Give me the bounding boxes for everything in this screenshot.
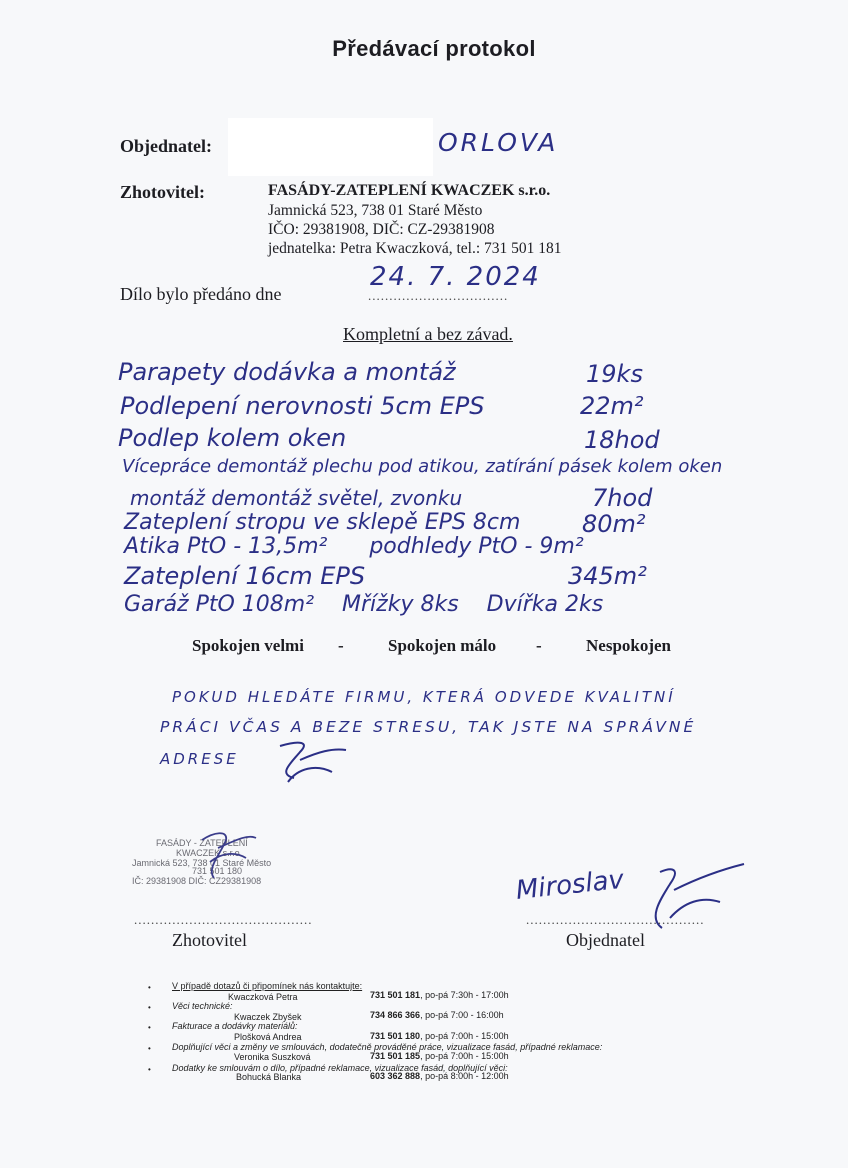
contact-hours: , po-pá 8:00h - 12:00h xyxy=(420,1071,509,1081)
contact-phone: 734 866 366 xyxy=(370,1010,421,1020)
work-item-desc: Zateplení stropu ve sklepě EPS 8cm xyxy=(124,510,521,535)
work-item-desc: Zateplení 16cm EPS xyxy=(124,562,366,590)
work-item-desc: Podlep kolem oken xyxy=(118,424,347,452)
contractor-signature-dots: .......................................... xyxy=(134,912,313,927)
contractor-ids: IČO: 29381908, DIČ: CZ-29381908 xyxy=(268,221,495,238)
contact-phone-line xyxy=(370,990,509,1000)
contact-person: Kwaczek Zbyšek xyxy=(234,1012,302,1022)
contact-topic: Věci technické: xyxy=(172,1001,233,1011)
contact-phone: 731 501 180 xyxy=(370,1031,421,1041)
contact-person: Veronika Suszková xyxy=(234,1052,311,1062)
contact-phone: 603 362 888 xyxy=(370,1071,421,1081)
contact-topic: Dodatky ke smlouvám o dílo, případné reklamace, vizualizace fasád, doplňující věci: xyxy=(172,1063,508,1073)
contractor-address: Jamnická 523, 738 01 Staré Město xyxy=(268,202,483,219)
contact-topic: Fakturace a dodávky materiálů: xyxy=(172,1021,298,1031)
contact-hours: , po-pá 7:00h - 15:00h xyxy=(420,1031,509,1041)
work-item-qty: 18hod xyxy=(584,426,660,454)
redaction-box xyxy=(228,118,433,176)
work-item-desc: Parapety dodávka a montáž xyxy=(118,358,456,386)
handover-label: Dílo bylo předáno dne xyxy=(120,284,282,304)
contractor-signature-label: Zhotovitel xyxy=(172,930,247,950)
contact-phone-line xyxy=(370,1071,509,1081)
contact-person: Bohucká Blanka xyxy=(236,1072,302,1082)
note-line: POKUD HLEDÁTE FIRMU, KTERÁ ODVEDE KVALITNÍ xyxy=(172,688,676,706)
work-item-qty: 345m² xyxy=(568,562,647,590)
contractor-label: Zhotovitel: xyxy=(120,182,205,202)
contractor-signature xyxy=(196,812,266,888)
contacts-heading: V případě dotazů či připomínek nás kontaktujte: xyxy=(172,981,363,991)
client-signature-label: Objednatel xyxy=(566,930,645,950)
bullet: • xyxy=(148,1003,151,1012)
stamp-line: Jamnická 523, 738 01 Staré Město xyxy=(132,858,272,868)
work-item-desc: Vícepráce demontáž plechu pod atikou, zatírání pásek kolem oken xyxy=(122,456,723,477)
work-item-qty: 7hod xyxy=(592,484,653,512)
rating-very-satisfied: Spokojen velmi xyxy=(192,636,304,655)
stamp-line: KWACZEK s.r.o. xyxy=(176,848,243,858)
bullet: • xyxy=(148,1044,151,1053)
client-signature-scribble xyxy=(640,858,750,948)
bullet: • xyxy=(148,1023,151,1032)
bullet: • xyxy=(148,983,151,992)
contractor-manager: jednatelka: Petra Kwaczková, tel.: 731 501 181 xyxy=(268,240,562,257)
work-item-qty: 19ks xyxy=(586,360,643,388)
client-signature: Miroslav xyxy=(514,864,626,906)
contact-hours: , po-pá 7:00h - 15:00h xyxy=(420,1051,509,1061)
rating-little-satisfied: Spokojen málo xyxy=(388,636,497,655)
note-signature-scribble xyxy=(270,738,360,788)
stamp-line: 731 501 180 xyxy=(192,866,243,876)
contact-hours: , po-pá 7:00 - 16:00h xyxy=(420,1010,504,1020)
contact-person: Plošková Andrea xyxy=(234,1032,302,1042)
handover-status: Kompletní a bez závad. xyxy=(343,324,513,344)
work-item-desc: montáž demontáž světel, zvonku xyxy=(130,486,463,510)
handover-date: 24. 7. 2024 xyxy=(370,262,541,292)
contact-phone-line xyxy=(370,1031,509,1041)
stamp-line: FASÁDY - ZATEPLENÍ xyxy=(156,838,248,848)
contact-topic: Doplňující věci a změny ve smlouvách, dodatečně prováděné práce, vizualizace fasád, případné reklamace: xyxy=(172,1042,603,1052)
contact-phone-line xyxy=(370,1051,509,1061)
client-name-handwritten: ORLOVA xyxy=(438,128,559,157)
contact-phone-line xyxy=(370,1010,504,1020)
work-item-desc: Atika PtO - 13,5m² podhledy PtO - 9m² xyxy=(124,534,584,559)
client-signature-dots: .......................................... xyxy=(526,912,705,927)
contact-phone: 731 501 181 xyxy=(370,990,421,1000)
client-label: Objednatel: xyxy=(120,136,212,156)
work-item-desc: Garáž PtO 108m² Mřížky 8ks Dvířka 2ks xyxy=(124,592,604,617)
work-item-qty: 80m² xyxy=(582,510,646,538)
contractor-name: FASÁDY-ZATEPLENÍ KWACZEK s.r.o. xyxy=(268,182,551,199)
contact-phone: 731 501 185 xyxy=(370,1051,421,1061)
work-item-qty: 22m² xyxy=(580,392,644,420)
document-title: Předávací protokol xyxy=(332,36,536,61)
work-item-desc: Podlepení nerovnosti 5cm EPS xyxy=(120,392,485,420)
contact-person: Kwaczková Petra xyxy=(228,992,298,1002)
bullet: • xyxy=(148,1065,151,1074)
rating-unsatisfied: Nespokojen xyxy=(586,636,672,655)
note-line: ADRESE xyxy=(160,750,239,768)
stamp-line: IČ: 29381908 DIČ: CZ29381908 xyxy=(132,876,262,886)
note-line: PRÁCI VČAS A BEZE STRESU, TAK JSTE NA SPRÁVNÉ xyxy=(160,718,697,736)
contact-hours: , po-pá 7:30h - 17:00h xyxy=(420,990,509,1000)
rating-separator: - xyxy=(536,636,542,655)
rating-separator: - xyxy=(338,636,344,655)
handover-date-dots: ................................. xyxy=(368,288,509,303)
